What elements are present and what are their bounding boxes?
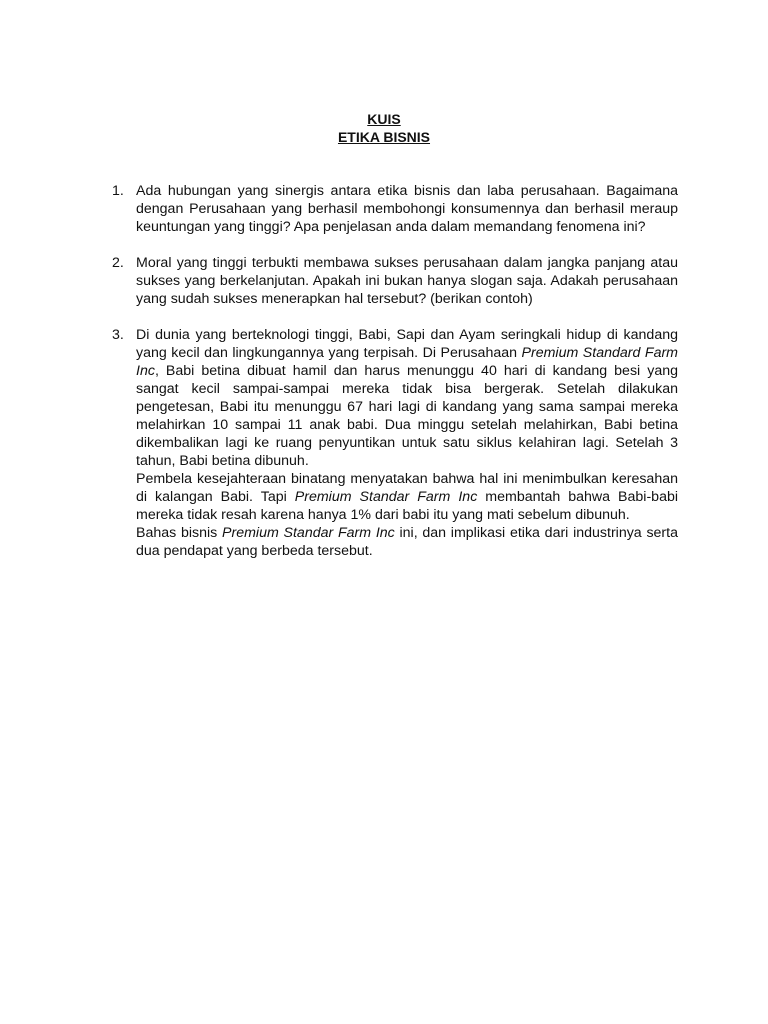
title-etika-bisnis: ETIKA BISNIS (337, 129, 431, 145)
company-name: Premium Standar Farm Inc (294, 489, 478, 505)
document-title (0, 110, 768, 146)
company-name: Premium Standar Farm Inc (222, 525, 395, 541)
title-kuis: KUIS (367, 111, 401, 127)
company-name: Premium Standard Farm Inc (136, 345, 678, 379)
question-list (0, 182, 768, 578)
question-2 (112, 254, 678, 308)
question-number: 1. (112, 183, 124, 199)
text-segment: Bahas bisnis (136, 525, 223, 541)
text-segment: Pembela kesejahteraan binatang menyatakan bahwa hal ini menimbulkan keresahan di kalangan Babi. Tapi (136, 471, 678, 505)
question-paragraph-2 (136, 470, 678, 524)
question-3 (112, 326, 678, 560)
question-paragraph-3 (136, 524, 678, 560)
text-segment: , Babi betina dibuat hamil dan harus menunggu 40 hari di kandang besi yang sangat kecil sampai-sampai mereka tidak bisa bergerak. Setelah dilakukan pengetesan, Babi itu menunggu 67 hari lagi di kandang yang sama sampai mereka melahirkan 10 sampai 11 anak babi. Dua minggu setelah melahirkan, Babi betina dikembalikan lagi ke ruang penyuntikan untuk satu siklus kelahiran lagi. Setelah 3 tahun, Babi betina dibunuh. (136, 363, 678, 469)
text-segment: ini, dan implikasi etika dari industrinya serta dua pendapat yang berbeda tersebut. (136, 525, 678, 559)
question-paragraph-1 (136, 326, 678, 470)
question-number: 2. (112, 255, 124, 271)
text-segment: membantah bahwa Babi-babi mereka tidak resah karena hanya 1% dari babi itu yang mati sebelum dibunuh. (136, 489, 678, 523)
text-segment: Di dunia yang berteknologi tinggi, Babi, Sapi dan Ayam seringkali hidup di kandang yang kecil dan lingkungannya yang terpisah. Di Perusahaan (136, 327, 678, 361)
question-text: Ada hubungan yang sinergis antara etika bisnis dan laba perusahaan. Bagaimana dengan Perusahaan yang berhasil membohongi konsumennya dan berhasil meraup keuntungan yang tinggi? Apa penjelasan anda dalam memandang fenomena ini? (136, 183, 678, 235)
question-text: Moral yang tinggi terbukti membawa sukses perusahaan dalam jangka panjang atau sukses yang berkelanjutan. Apakah ini bukan hanya slogan saja. Adakah perusahaan yang sudah sukses menerapkan hal tersebut? (berikan contoh) (136, 255, 678, 307)
question-1 (112, 182, 678, 236)
question-number: 3. (112, 327, 124, 343)
